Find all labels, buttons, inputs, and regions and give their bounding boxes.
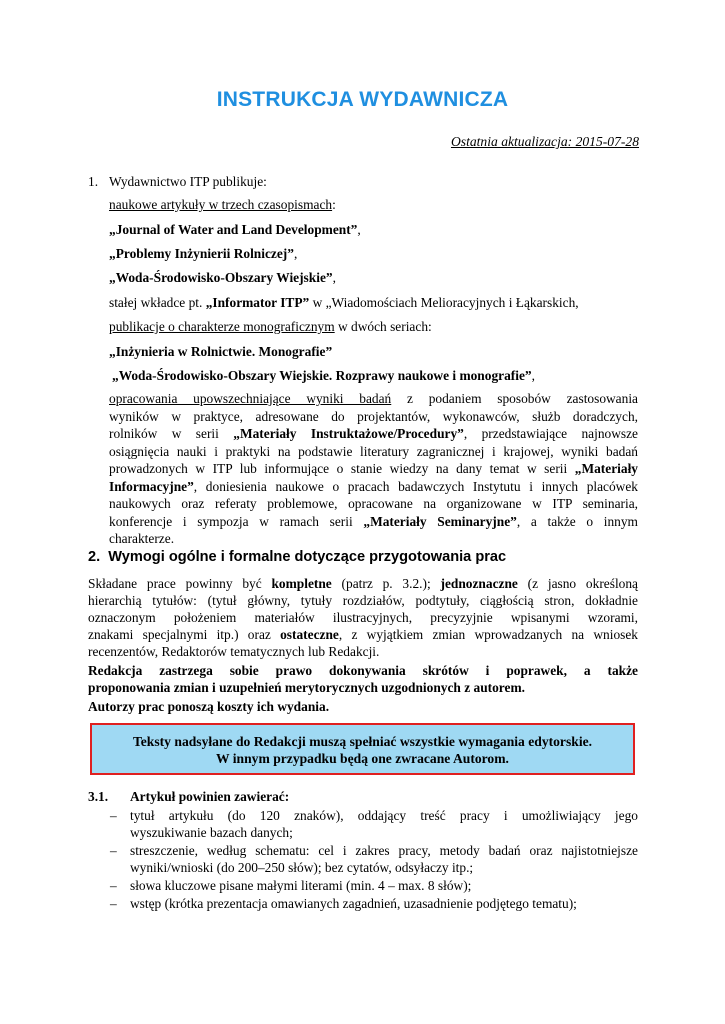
list-dash: – bbox=[110, 878, 117, 893]
paragraph-line bbox=[109, 495, 638, 512]
document-title: INSTRUKCJA WYDAWNICZA bbox=[216, 88, 509, 111]
section-2-heading bbox=[88, 549, 506, 565]
paragraph-segment: konferencje i sympozja w ramach serii bbox=[109, 513, 364, 529]
s2-l1e: (z jasno określoną bbox=[517, 576, 638, 591]
paragraph-line bbox=[109, 478, 638, 495]
s2-line-3: oznaczonym położeniem materiałów ilustracyjnych, precyzyjnie wpisanymi wzorami, bbox=[88, 610, 638, 625]
section-2-title: Wymogi ogólne i formalne dotyczące przygotowania prac bbox=[108, 549, 507, 565]
list-item-2-line-2: wyniki/wnioski (do 200–250 słów); bez cytatów, odsyłaczy itp.; bbox=[130, 860, 474, 875]
paragraph-segment: naukowych oraz referaty problemowe, opracowane na organizowane w ITP seminaria, bbox=[109, 496, 638, 511]
paragraph-segment: „Materiały Instruktażowe/Procedury” bbox=[233, 426, 464, 441]
list-item-2-line-1: streszczenie, według schematu: cel i zakres pracy, metody badań oraz najistotniejsze bbox=[130, 843, 638, 858]
section-31-number: 3.1. bbox=[88, 789, 109, 804]
list-item-4: wstęp (krótka prezentacja omawianych zagadnień, uzasadnienie podjętego tematu); bbox=[130, 896, 577, 911]
comma: , bbox=[531, 368, 535, 383]
s2-line-4 bbox=[88, 626, 638, 643]
paragraph-segment: „Materiały Seminaryjne” bbox=[363, 513, 517, 529]
list-dash: – bbox=[110, 843, 117, 858]
s2-l1a: Składane prace powinny być bbox=[88, 576, 272, 591]
paragraph-line bbox=[109, 408, 638, 425]
paragraph-segment: prowadzonych w ITP lub informujące o stanie wiedzy na dany temat w serii bbox=[109, 461, 575, 476]
monographs-label: publikacje o charakterze monograficznym bbox=[109, 319, 335, 334]
supplement-pre: stałej wkładce pt. bbox=[109, 295, 206, 310]
s2-l1c: (patrz p. 3.2.); bbox=[331, 576, 441, 591]
s2-line-2: hierarchią tytułów: (tytuł główny, tytuły rozdziałów, podtytuły, ciągłością stron, dokładnie bbox=[88, 593, 638, 608]
journal-1 bbox=[109, 221, 361, 238]
paragraph-segment: , doniesienia naukowe o pracach badawczych Instytutu i innych placówek bbox=[193, 478, 638, 494]
journal-2-name: „Problemy Inżynierii Rolniczej” bbox=[109, 246, 294, 261]
paragraph-segment: osiągnięcia nauki i praktyki na podstawie literatury zagranicznej i krajowej, wyniki badań bbox=[109, 443, 638, 459]
journal-1-name: „Journal of Water and Land Development” bbox=[109, 222, 358, 237]
journals-line bbox=[109, 196, 336, 213]
s2-line-5: recenzentów, Redaktorów tematycznych lub Redakcji. bbox=[88, 644, 380, 659]
journal-2 bbox=[109, 245, 297, 262]
paragraph-segment: wyników w praktyce, adresowane do projektantów, wykonawców, służb doradczych, bbox=[109, 408, 638, 424]
s2-l1d: jednoznaczne bbox=[440, 576, 518, 591]
paragraph-segment: Informacyjne” bbox=[109, 478, 194, 494]
monograph-series-1: „Inżynieria w Rolnictwie. Monografie” bbox=[109, 344, 333, 359]
journal-3 bbox=[109, 269, 336, 286]
paragraph-segment: , a także o innym bbox=[516, 513, 638, 529]
supplement-post: w „Wiadomościach Melioracyjnych i Łąkarskich, bbox=[309, 295, 579, 310]
list-dash: – bbox=[110, 808, 117, 823]
s2-l4b: ostateczne bbox=[280, 627, 339, 642]
colon: : bbox=[332, 197, 336, 212]
paragraph-line bbox=[109, 443, 638, 460]
s2-bold-line-2: proponowania zmian i uzupełnień merytorycznych uzgodnionych z autorem. bbox=[88, 680, 525, 695]
paragraph-line bbox=[109, 530, 174, 547]
monographs-post: w dwóch seriach: bbox=[334, 319, 432, 334]
notice-line-2: W innym przypadku będą one zwracane Autorom. bbox=[216, 751, 509, 766]
paragraph-segment: z podaniem sposobów zastosowania bbox=[391, 391, 638, 406]
supplement-line bbox=[109, 294, 579, 311]
section-31-heading: Artykuł powinien zawierać: bbox=[130, 789, 290, 804]
list-dash: – bbox=[110, 896, 117, 911]
monograph-series-2 bbox=[112, 367, 535, 384]
paragraph-line bbox=[109, 425, 638, 442]
monograph-series-2-name: „Woda-Środowisko-Obszary Wiejskie. Rozprawy naukowe i monografie” bbox=[112, 368, 532, 383]
s2-bold-line-3: Autorzy prac ponoszą koszty ich wydania. bbox=[88, 699, 330, 714]
paragraph-line bbox=[109, 513, 638, 530]
paragraph-segment: , przedstawiające najnowsze bbox=[463, 426, 639, 441]
s2-bold-line-1: Redakcja zastrzega sobie prawo dokonywania skrótów i poprawek, a także bbox=[88, 663, 638, 678]
paragraph-line bbox=[109, 390, 638, 407]
last-update-date: Ostatnia aktualizacja: 2015-07-28 bbox=[450, 134, 639, 149]
monographs-line bbox=[109, 318, 432, 335]
s2-l4a: znakami specjalnymi itp.) oraz bbox=[88, 627, 281, 642]
section-1-number: 1. bbox=[88, 174, 99, 189]
list-item-1-line-1: tytuł artykułu (do 120 znaków), oddający treść pracy i umożliwiający jego bbox=[130, 808, 638, 823]
s2-l1b: kompletne bbox=[271, 576, 332, 591]
notice-box bbox=[90, 723, 635, 775]
journals-label: naukowe artykuły w trzech czasopismach bbox=[109, 197, 333, 212]
section-1-lead: Wydawnictwo ITP publikuje: bbox=[109, 174, 267, 189]
paragraph-segment: charakterze. bbox=[109, 531, 175, 546]
list-item-1-line-2: wyszukiwanie bazach danych; bbox=[130, 825, 293, 840]
paragraph-segment: rolników w serii bbox=[109, 426, 234, 441]
list-item-3: słowa kluczowe pisane małymi literami (min. 4 – max. 8 słów); bbox=[130, 878, 472, 893]
journal-3-name: „Woda-Środowisko-Obszary Wiejskie” bbox=[109, 270, 333, 285]
notice-line-1: Teksty nadsyłane do Redakcji muszą spełniać wszystkie wymagania edytorskie. bbox=[132, 734, 593, 749]
comma: , bbox=[332, 270, 336, 285]
s2-l4c: , z wyjątkiem zmian wprowadzanych na wniosek bbox=[338, 627, 638, 642]
supplement-name: „Informator ITP” bbox=[205, 295, 310, 310]
paragraph-segment: „Materiały bbox=[574, 461, 638, 476]
paragraph-segment: opracowania upowszechniające wyniki badań bbox=[109, 391, 392, 406]
s2-line-1 bbox=[88, 575, 638, 592]
paragraph-line bbox=[109, 460, 638, 477]
comma: , bbox=[293, 246, 298, 261]
comma: , bbox=[357, 222, 361, 237]
section-2-number: 2. bbox=[88, 549, 101, 565]
